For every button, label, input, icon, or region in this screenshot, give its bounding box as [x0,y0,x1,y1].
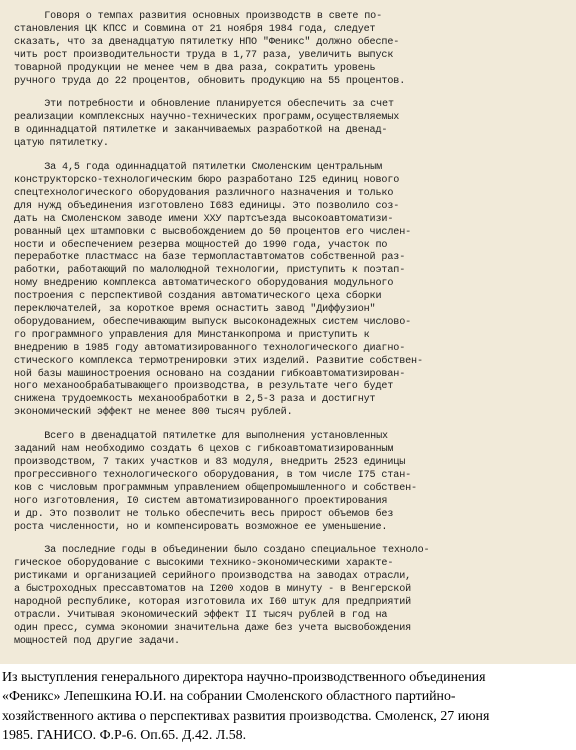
text-line: Говоря о темпах развития основных производств в свете по- [44,11,383,22]
text-line: ности и обеспечением резерва мощностей до 1990 года, участок по [14,239,388,251]
text-line: становления ЦК КПСС и Совмина от 21 ноября 1984 года, следует [14,23,376,35]
text-line: ному внедрению комплекса автоматического оборудования модульного [14,278,394,290]
text-line: и др. Это позволит не только обеспечить весь прирост объемов без [14,508,394,520]
text-line: ного изготовления, I0 систем автоматизированного проектирования [14,495,388,507]
typewritten-text [14,11,566,660]
text-line: гическое оборудование с высокими технико-экономическими характе- [14,558,394,570]
text-line: Всего в двенадцатой пятилетке для выполнения установленных [44,431,388,443]
text-line: для нужд объединения изготовлено I683 единицы. Это позволило соз- [14,200,400,212]
text-line: конструкторско-технологическим бюро разработано I25 единиц нового [14,174,400,186]
text-line: цатую пятилетку. [14,138,109,150]
document-paragraph [14,162,566,420]
text-line: оборудованием, обеспечивающим выпуск высоконадежных систем числово- [14,316,412,328]
document-paragraph [14,99,566,151]
text-line: спецтехнологического оборудования различного назначения и только [14,187,394,199]
text-line: дать на Смоленском заводе имени XXУ партсъезда высокоавтоматизи- [14,213,394,225]
text-line: построения с перспективой создания автоматического цеха сборки [14,291,382,303]
text-line: народной республике, которая изготовила их I60 штук для предприятий [14,597,412,609]
text-line: один пресс, сумма экономии значительна даже без учета высвобождения [14,622,412,634]
text-line: переключателей, за короткое время оснастить завод "Диффузион" [14,304,376,316]
text-line: экономический эффект не менее 800 тысяч рублей. [14,407,293,419]
text-line: ручного труда до 22 процентов, обновить продукцию на 55 процентов. [14,75,406,87]
text-line: отрасли. Учитывая экономический эффект II тысяч рублей в год на [14,609,388,621]
caption-line: Из выступления генерального директора научно-производственного объединения [2,670,486,685]
text-line: работки, работающий по малолюдной технологии, приступить к поэтап- [14,265,406,277]
text-line: ной базы машиностроения основано на создании гибкоавтоматизирован- [14,368,406,380]
text-line: ков с числовым программным управлением общепромышленного и собствен- [14,482,417,494]
text-line: ристиками и организацией серийного производства на заводах отрасли, [14,571,412,583]
text-line: го программного управления для Минстанкопрома и приступить к [14,329,370,341]
text-line: рованный цех штамповки с высвобождением до 50 процентов его числен- [14,226,412,238]
text-line: ного механообрабатывающего производства, в результате чего будет [14,381,394,393]
text-line: реализации комплексных научно-технических программ,осуществляемых [14,112,400,124]
text-line: производством, 7 таких участков и 83 модуля, внедрить 2523 единицы [14,457,406,468]
text-line: переработке пластмасс на базе термопластавтоматов собственной раз- [14,252,406,264]
document-paragraph [14,545,566,648]
text-line: За 4,5 года одиннадцатой пятилетки Смоленским центральным [44,162,383,174]
text-line: в одиннадцатой пятилетке и заканчиваемых разработкой на двенад- [14,125,388,137]
text-line: внедрению в 1985 году автоматизированного технологического диагно- [14,342,406,354]
caption-line: 1985. ГАНИСО. Ф.Р-6. Оп.65. Д.42. Л.58. [2,728,247,744]
document-paragraph [14,11,566,88]
text-line: прогрессивного технологического оборудования, в том числе I75 стан- [14,469,412,481]
text-line: Эти потребности и обновление планируется обеспечить за счет [44,99,394,111]
caption-line: хозяйственного актива о перспективах развития производства. Смоленск, 27 июня [2,708,490,724]
text-line: роста численности, но и компенсировать возможное ее уменьшение. [14,521,388,533]
text-line: а быстроходных прессавтоматов на I200 ходов в минуту - в Венгерской [14,584,412,596]
text-line: стического комплекса термотренировки этих изделий. Развитие собствен- [14,355,423,367]
text-line: заданий нам необходимо создать 6 цехов с гибкоавтоматизированным [14,444,394,456]
text-line: сказать, что за двенадцатую пятилетку НПО "Феникс" должно обеспе- [14,36,400,48]
text-line: За последние годы в объединении было создано специальное техноло- [44,545,430,557]
text-line: чить рост производительности труда в 1,77 раза, увеличить выпуск [14,49,394,61]
text-line: товарной продукции не менее чем в два раза, сократить уровень [14,62,376,74]
document-caption [2,668,574,746]
caption-line: «Феникс» Лепешкина Ю.И. на собрании Смоленского областного партийно- [2,689,456,705]
document-paragraph [14,431,566,534]
text-line: мощностей под другие задачи. [14,635,180,647]
text-line: снижена трудоемкость механообработки в 2,5-3 раза и достигнут [14,394,376,406]
